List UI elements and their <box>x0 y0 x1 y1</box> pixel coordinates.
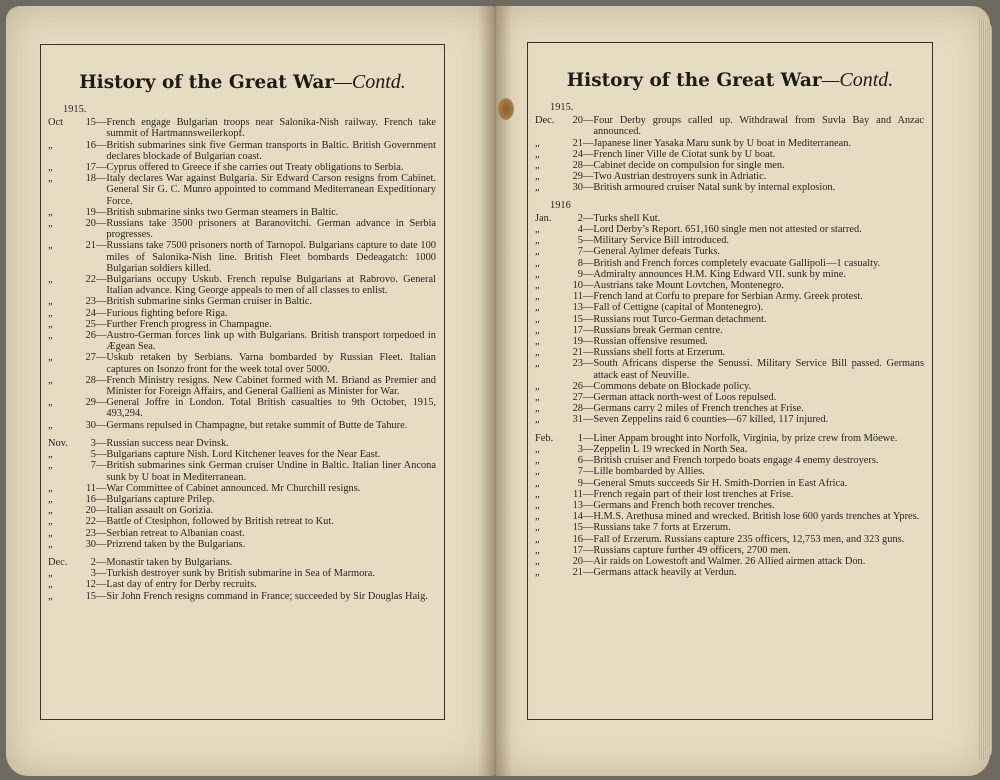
entry-day: 31 <box>572 414 583 426</box>
entry-day: 1 <box>577 432 583 444</box>
entry-month: „ <box>48 240 53 252</box>
year-heading: 1915. <box>63 104 87 115</box>
right-page-frame <box>527 42 933 720</box>
entry-month: „ <box>535 268 540 280</box>
entry-text: Germans carry 2 miles of French trenches at Frise. <box>593 403 804 415</box>
list-item: „ 28 — Cabinet decide on compulsion for single men. <box>535 160 924 171</box>
ink-stain <box>498 98 514 120</box>
entry-month: „ <box>48 482 53 494</box>
entry-month: „ <box>535 414 540 426</box>
entry-month: „ <box>48 206 53 218</box>
list-item: „ 16 — Fall of Erzerum. Russians capture 235 officers, 12,753 men, and 323 guns. <box>535 534 924 545</box>
entry-month: „ <box>48 274 53 286</box>
book-gutter <box>478 6 512 776</box>
list-item: „ 18 — Italy declares War against Bulgaria. Sir Edward Carson resigns from Cabinet. General Sir G. C. Munro appointed to command Mediterranean Expeditionary Force. <box>48 173 436 207</box>
entry-day: 23 <box>85 296 96 308</box>
list-item: „ 6 — British cruiser and French torpedo boats engage 4 enemy destroyers. <box>535 455 924 466</box>
list-item: Dec. 2 — Monastir taken by Bulgarians. <box>48 557 436 568</box>
entry-text: Uskub retaken by Serbians. Varna bombarded by Russian Fleet. Italian captures on Isonzo front for the week total over 5000. <box>106 352 436 375</box>
entry-text: French land at Corfu to prepare for Serbian Army. Greek protest. <box>593 291 863 303</box>
entry-day: 5 <box>90 449 96 461</box>
list-item: „ 30 — Prizrend taken by the Bulgarians. <box>48 539 436 550</box>
entry-month: „ <box>535 443 540 455</box>
entry-text: Germans attack heavily at Verdun. <box>593 567 737 579</box>
list-item: „ 30 — Germans repulsed in Champagne, but retake summit of Butte de Tahure. <box>48 420 436 431</box>
right-entry-list <box>528 102 932 578</box>
entry-text: Two Austrian destroyers sunk in Adriatic. <box>593 171 767 183</box>
entry-month: „ <box>48 527 53 539</box>
entry-month: „ <box>535 522 540 534</box>
entry-day: 17 <box>572 544 583 556</box>
list-item: „ 20 — Russians take 3500 prisoners at Baranovitchi. German advance in Serbia progresses. <box>48 218 436 241</box>
entry-month: „ <box>48 218 53 230</box>
entry-month: Jan. <box>535 212 552 224</box>
list-item: „ 16 — Bulgarians capture Prilep. <box>48 494 436 505</box>
entry-text: Further French progress in Champagne. <box>106 318 272 330</box>
list-item: „ 3 — Turkish destroyer sunk by British submarine in Sea of Marmora. <box>48 568 436 579</box>
entry-day: 17 <box>85 162 96 174</box>
list-item: „ 24 — French liner Ville de Ciotat sunk by U boat. <box>535 149 924 160</box>
entry-month: „ <box>48 307 53 319</box>
list-item: „ 17 — Russians capture further 49 officers, 2700 men. <box>535 545 924 556</box>
list-item: „ 9 — Admiralty announces H.M. King Edward VII. sunk by mine. <box>535 269 924 280</box>
list-item: „ 7 — General Aylmer defeats Turks. <box>535 246 924 257</box>
entry-day: 11 <box>572 488 583 500</box>
list-item: „ 29 — Two Austrian destroyers sunk in Adriatic. <box>535 171 924 182</box>
list-item: „ 15 — Sir John French resigns command in France; succeeded by Sir Douglas Haig. <box>48 591 436 602</box>
entry-month: „ <box>48 579 53 591</box>
entry-text: Japanese liner Yasaka Maru sunk by U boat in Mediterranean. <box>593 137 852 149</box>
entry-month: „ <box>535 137 540 149</box>
entry-text: British submarine sinks German cruiser in Baltic. <box>106 296 313 308</box>
list-item: „ 13 — Fall of Cettigne (capital of Montenegro). <box>535 302 924 313</box>
entry-month: „ <box>48 460 53 472</box>
entry-text: French Ministry resigns. New Cabinet formed with M. Briand as Premier and Minister for Foreign Affairs, and General Gallieni as Minister for War. <box>106 374 436 398</box>
entry-month: „ <box>48 538 53 550</box>
entry-month: „ <box>535 347 540 359</box>
entry-text: French engage Bulgarian troops near Salonika-Nish railway. French take summit of Hartmannsweilerkopf. <box>106 117 436 140</box>
entry-day: 2 <box>90 556 96 568</box>
entry-day: 20 <box>85 505 96 517</box>
entry-text: Fall of Cettigne (capital of Montenegro). <box>593 302 764 314</box>
entry-text: Russians take 7 forts at Erzerum. <box>593 522 731 534</box>
entry-day: 4 <box>577 224 583 236</box>
entry-text: Last day of entry for Derby recruits. <box>106 579 257 591</box>
entry-day: 15 <box>572 313 583 325</box>
entry-text: Russians take 3500 prisoners at Baranovitchi. German advance in Serbia progresses. <box>106 218 436 241</box>
entry-month: „ <box>48 590 53 602</box>
entry-day: 11 <box>572 291 583 303</box>
entry-text: Austro-German forces link up with Bulgarians. British transport torpedoed in Ægean Sea. <box>106 330 436 353</box>
entry-month: „ <box>535 358 540 370</box>
entry-month: „ <box>535 380 540 392</box>
left-page-frame <box>40 44 445 720</box>
entry-text: Admiralty announces H.M. King Edward VII. sunk by mine. <box>593 268 846 280</box>
entry-month: „ <box>535 324 540 336</box>
section-gap <box>535 426 924 433</box>
entry-text: Liner Appam brought into Norfolk, Virginia, by prize crew from Möewe. <box>593 432 898 444</box>
section-gap <box>48 550 436 557</box>
list-item: „ 23 — British submarine sinks German cruiser in Baltic. <box>48 296 436 307</box>
entry-month: „ <box>535 313 540 325</box>
entry-text: Russians take 7500 prisoners north of Tarnopol. Bulgarians capture to date 100 miles of Salonika-Nish line. British Fleet bombards Dedeagatch: 1000 Bulgarian soldiers killed. <box>106 240 436 274</box>
entry-day: 28 <box>572 403 583 415</box>
entry-text: Austrians take Mount Lovtchen, Montenegro. <box>593 280 784 292</box>
entry-day: 16 <box>572 533 583 545</box>
page-edges <box>978 20 992 760</box>
entry-month: Feb. <box>535 432 554 444</box>
list-item: „ 11 — French land at Corfu to prepare for Serbian Army. Greek protest. <box>535 291 924 302</box>
entry-day: 19 <box>572 336 583 348</box>
entry-text: General Smuts succeeds Sir H. Smith-Dorrien in East Africa. <box>593 477 848 489</box>
entry-month: „ <box>535 403 540 415</box>
entry-day: 21 <box>85 240 96 252</box>
entry-day: 3 <box>90 568 96 580</box>
entry-month: „ <box>535 171 540 183</box>
entry-text: Russian offensive resumed. <box>593 336 708 348</box>
list-item: „ 26 — Austro-German forces link up with Bulgarians. British transport torpedoed in Ægean Sea. <box>48 330 436 353</box>
list-item: Nov. 3 — Russian success near Dvinsk. <box>48 438 436 449</box>
list-item: „ 21 — Germans attack heavily at Verdun. <box>535 567 924 578</box>
entry-text: Fall of Erzerum. Russians capture 235 officers, 12,753 men, and 323 guns. <box>593 533 905 545</box>
entry-month: „ <box>48 568 53 580</box>
entry-month: „ <box>48 493 53 505</box>
list-item: „ 27 — Uskub retaken by Serbians. Varna bombarded by Russian Fleet. Italian captures on Isonzo front for the week total over 5000. <box>48 352 436 375</box>
entry-day: 8 <box>577 257 583 269</box>
entry-day: 7 <box>577 246 583 258</box>
entry-day: 11 <box>85 482 96 494</box>
entry-text: Germans and French both recover trenches. <box>593 499 775 511</box>
entry-text: British submarines sink German cruiser Undine in Baltic. Italian liner Ancona sunk by U boat in Mediterranean. <box>106 460 436 483</box>
list-item: „ 28 — French Ministry resigns. New Cabinet formed with M. Briand as Premier and Minister for Foreign Affairs, and General Gallieni as Minister for War. <box>48 374 436 398</box>
section-gap <box>48 431 436 438</box>
entry-text: Cyprus offered to Greece if she carries out Treaty obligations to Serbia. <box>106 162 404 174</box>
entry-text: Italy declares War against Bulgaria. Sir Edward Carson resigns from Cabinet. General Sir G. C. Munro appointed to command Mediterranean Expeditionary Force. <box>106 173 436 207</box>
entry-day: 2 <box>577 212 583 224</box>
entry-text: Military Service Bill introduced. <box>593 235 730 247</box>
entry-text: British armoured cruiser Natal sunk by internal explosion. <box>593 182 836 194</box>
entry-text: Air raids on Lowestoft and Walmer. 26 Allied airmen attack Don. <box>593 555 866 567</box>
list-item: Jan. 2 — Turks shell Kut. <box>535 213 924 224</box>
entry-day: 9 <box>577 477 583 489</box>
entry-day: 26 <box>85 330 96 342</box>
entry-day: 17 <box>572 324 583 336</box>
list-item: „ 19 — Russian offensive resumed. <box>535 336 924 347</box>
entry-text: Serbian retreat to Albanian coast. <box>106 527 245 539</box>
entry-text: Bulgarians occupy Uskub. French repulse Bulgarians at Rabrovo. General Italian advance. King George appeals to men of all classes to enlist. <box>106 274 436 297</box>
entry-text: H.M.S. Arethusa mined and wrecked. British lose 600 yards trenches at Ypres. <box>593 511 920 523</box>
entry-day: 20 <box>572 555 583 567</box>
list-item: Dec. 20 — Four Derby groups called up. Withdrawal from Suvla Bay and Anzac announced. <box>535 115 924 138</box>
list-item: „ 7 — British submarines sink German cruiser Undine in Baltic. Italian liner Ancona sunk by U boat in Mediterranean. <box>48 460 436 483</box>
entry-month: „ <box>535 291 540 303</box>
entry-day: 24 <box>572 148 583 160</box>
entry-month: „ <box>48 419 53 431</box>
entry-month: „ <box>535 466 540 478</box>
list-item: „ 19 — British submarine sinks two German steamers in Baltic. <box>48 207 436 218</box>
list-item: „ 24 — Furious fighting before Riga. <box>48 308 436 319</box>
entry-day: 15 <box>85 117 96 129</box>
list-item: „ 31 — Seven Zeppelins raid 6 counties—67 killed, 117 injured. <box>535 414 924 425</box>
list-item: „ 21 — Russians shell forts at Erzerum. <box>535 347 924 358</box>
entry-day: 27 <box>572 392 583 404</box>
entry-text: French regain part of their lost trenches at Frise. <box>593 488 794 500</box>
entry-day: 6 <box>577 455 583 467</box>
entry-day: 3 <box>577 443 583 455</box>
entry-day: 30 <box>572 182 583 194</box>
entry-day: 24 <box>85 307 96 319</box>
entry-text: German attack north-west of Loos repulsed. <box>593 392 777 404</box>
list-item: „ 28 — Germans carry 2 miles of French trenches at Frise. <box>535 403 924 414</box>
entry-month: „ <box>48 516 53 528</box>
entry-month: „ <box>535 555 540 567</box>
list-item: „ 21 — Japanese liner Yasaka Maru sunk by U boat in Mediterranean. <box>535 138 924 149</box>
entry-text: Russians break German centre. <box>593 324 723 336</box>
title-text: History of the Great War <box>566 70 822 91</box>
entry-month: „ <box>535 302 540 314</box>
list-item: „ 7 — Lille bombarded by Allies. <box>535 466 924 477</box>
list-item: „ 20 — Air raids on Lowestoft and Walmer. 26 Allied airmen attack Don. <box>535 556 924 567</box>
list-item: „ 14 — H.M.S. Arethusa mined and wrecked. British lose 600 yards trenches at Ypres. <box>535 511 924 522</box>
entry-day: 20 <box>85 218 96 230</box>
entry-day: 22 <box>85 274 96 286</box>
list-item: „ 25 — Further French progress in Champagne. <box>48 319 436 330</box>
entry-text: Furious fighting before Riga. <box>106 307 228 319</box>
entry-text: Battle of Ctesiphon, followed by British retreat to Kut. <box>106 516 334 528</box>
list-item: „ 4 — Lord Derby’s Report. 651,160 single men not attested or starred. <box>535 224 924 235</box>
list-item: „ 11 — War Committee of Cabinet announced. Mr Churchill resigns. <box>48 483 436 494</box>
entry-day: 27 <box>85 352 96 364</box>
entry-day: 30 <box>85 419 96 431</box>
list-item: „ 20 — Italian assault on Gorizia. <box>48 505 436 516</box>
list-item: „ 21 — Russians take 7500 prisoners north of Tarnopol. Bulgarians capture to date 100 miles of Salonika-Nish line. British Fleet bombards Dedeagatch: 1000 Bulgarian soldiers killed. <box>48 240 436 274</box>
list-item: Oct 15 — French engage Bulgarian troops near Salonika-Nish railway. French take summit of Hartmannsweilerkopf. <box>48 117 436 140</box>
entry-month: „ <box>535 148 540 160</box>
entry-month: „ <box>535 182 540 194</box>
entry-day: 13 <box>572 302 583 314</box>
entry-month: „ <box>48 505 53 517</box>
entry-month: „ <box>535 235 540 247</box>
entry-day: 21 <box>572 137 583 149</box>
entry-month: „ <box>535 246 540 258</box>
entry-text: Bulgarians capture Nish. Lord Kitchener leaves for the Near East. <box>106 449 381 461</box>
entry-month: „ <box>48 449 53 461</box>
entry-month: „ <box>535 224 540 236</box>
entry-day: 12 <box>85 579 96 591</box>
list-item: „ 10 — Austrians take Mount Lovtchen, Montenegro. <box>535 280 924 291</box>
entry-day: 21 <box>572 347 583 359</box>
entry-month: Oct <box>48 117 64 129</box>
entry-month: „ <box>48 318 53 330</box>
entry-text: French liner Ville de Ciotat sunk by U boat. <box>593 148 776 160</box>
entry-day: 23 <box>572 358 583 370</box>
entry-text: Russians rout Turco-German detachment. <box>593 313 767 325</box>
entry-day: 28 <box>572 160 583 172</box>
entry-day: 14 <box>572 511 583 523</box>
entry-day: 7 <box>90 460 96 472</box>
entry-text: Monastir taken by Bulgarians. <box>106 556 233 568</box>
list-item: „ 22 — Bulgarians occupy Uskub. French repulse Bulgarians at Rabrovo. General Italian advance. King George appeals to men of all classes to enlist. <box>48 274 436 297</box>
entry-text: Sir John French resigns command in France; succeeded by Sir Douglas Haig. <box>106 590 428 602</box>
entry-day: 5 <box>577 235 583 247</box>
entry-month: „ <box>535 567 540 579</box>
entry-text: British cruiser and French torpedo boats engage 4 enemy destroyers. <box>593 455 879 467</box>
entries-1916 <box>535 213 924 579</box>
entry-day: 22 <box>85 516 96 528</box>
entry-day: 9 <box>577 268 583 280</box>
entry-month: „ <box>48 296 53 308</box>
entry-month: „ <box>535 160 540 172</box>
entry-text: Russian success near Dvinsk. <box>106 437 229 449</box>
title-text: History of the Great War <box>79 72 335 93</box>
entries-1915 <box>535 115 924 193</box>
entry-month: „ <box>535 511 540 523</box>
entry-text: Lord Derby’s Report. 651,160 single men not attested or starred. <box>593 224 862 236</box>
list-item: „ 12 — Last day of entry for Derby recruits. <box>48 579 436 590</box>
entry-text: Zeppelin L 19 wrecked in North Sea. <box>593 443 748 455</box>
entry-text: Cabinet decide on compulsion for single men. <box>593 160 785 172</box>
entry-text: General Joffre in London. Total British casualties to 9th October, 1915, 493,294. <box>106 397 436 420</box>
entry-month: „ <box>535 392 540 404</box>
entry-text: Commons debate on Blockade policy. <box>593 380 752 392</box>
entry-day: 16 <box>85 139 96 151</box>
entry-day: 19 <box>85 206 96 218</box>
entry-day: 7 <box>577 466 583 478</box>
entry-day: 10 <box>572 280 583 292</box>
right-page-title <box>528 69 932 92</box>
entry-month: „ <box>535 257 540 269</box>
list-item: „ 13 — Germans and French both recover trenches. <box>535 500 924 511</box>
list-item: „ 27 — German attack north-west of Loos repulsed. <box>535 392 924 403</box>
list-item: „ 5 — Military Service Bill introduced. <box>535 235 924 246</box>
entry-text: Prizrend taken by the Bulgarians. <box>106 538 246 550</box>
entry-day: 16 <box>85 493 96 505</box>
entry-day: 13 <box>572 499 583 511</box>
entry-text: Lille bombarded by Allies. <box>593 466 705 478</box>
entry-text: South Africans disperse the Senussi. Military Service Bill passed. Germans attack east of Neuville. <box>593 358 924 381</box>
list-item: „ 8 — British and French forces completely evacuate Gallipoli—1 casualty. <box>535 258 924 269</box>
list-item: „ 3 — Zeppelin L 19 wrecked in North Sea. <box>535 444 924 455</box>
title-contd: —Contd. <box>334 71 406 93</box>
entry-day: 18 <box>85 173 96 185</box>
entry-month: „ <box>48 162 53 174</box>
list-item: „ 15 — Russians take 7 forts at Erzerum. <box>535 522 924 533</box>
entry-text: General Aylmer defeats Turks. <box>593 246 720 258</box>
entry-month: „ <box>48 352 53 364</box>
list-item: „ 30 — British armoured cruiser Natal sunk by internal explosion. <box>535 182 924 193</box>
year-heading-1916: 1916 <box>550 199 571 211</box>
entry-month: „ <box>535 499 540 511</box>
list-item: „ 17 — Russians break German centre. <box>535 325 924 336</box>
entry-month: „ <box>48 173 53 185</box>
entry-text: Italian assault on Gorizia. <box>106 505 214 517</box>
entry-day: 28 <box>85 374 96 386</box>
entry-month: „ <box>535 544 540 556</box>
entry-month: „ <box>535 533 540 545</box>
entry-text: Seven Zeppelins raid 6 counties—67 killed, 117 injured. <box>593 414 829 426</box>
entry-month: „ <box>535 336 540 348</box>
entry-month: „ <box>535 280 540 292</box>
entry-text: Four Derby groups called up. Withdrawal from Suvla Bay and Anzac announced. <box>593 115 924 138</box>
list-item: „ 23 — South Africans disperse the Senussi. Military Service Bill passed. Germans attack east of Neuville. <box>535 358 924 381</box>
list-item: „ 5 — Bulgarians capture Nish. Lord Kitchener leaves for the Near East. <box>48 449 436 460</box>
list-item: „ 29 — General Joffre in London. Total British casualties to 9th October, 1915, 493,294. <box>48 397 436 420</box>
entry-month: Dec. <box>535 115 555 127</box>
list-item: „ 16 — British submarines sink five German transports in Baltic. British Government declares blockade of Bulgarian coast. <box>48 139 436 162</box>
entry-text: British submarines sink five German transports in Baltic. British Government declares blockade of Bulgarian coast. <box>106 139 436 162</box>
entry-day: 29 <box>85 397 96 409</box>
entry-month: Dec. <box>48 556 68 568</box>
list-item: „ 9 — General Smuts succeeds Sir H. Smith-Dorrien in East Africa. <box>535 478 924 489</box>
entry-day: 29 <box>572 171 583 183</box>
list-item: „ 22 — Battle of Ctesiphon, followed by British retreat to Kut. <box>48 516 436 527</box>
list-item: „ 17 — Cyprus offered to Greece if she carries out Treaty obligations to Serbia. <box>48 162 436 173</box>
left-entry-list <box>41 104 444 602</box>
entry-month: „ <box>535 455 540 467</box>
list-item: „ 26 — Commons debate on Blockade policy. <box>535 381 924 392</box>
entry-month: „ <box>535 488 540 500</box>
list-item: „ 11 — French regain part of their lost trenches at Frise. <box>535 489 924 500</box>
entry-month: „ <box>48 139 53 151</box>
entry-text: Russians shell forts at Erzerum. <box>593 347 726 359</box>
year-heading: 1915. <box>550 102 574 113</box>
entry-day: 15 <box>85 590 96 602</box>
entry-text: Russians capture further 49 officers, 2700 men. <box>593 544 791 556</box>
left-page-title <box>41 71 444 94</box>
list-item: Feb. 1 — Liner Appam brought into Norfolk, Virginia, by prize crew from Möewe. <box>535 433 924 444</box>
entry-month: „ <box>48 397 53 409</box>
entry-text: Bulgarians capture Prilep. <box>106 493 215 505</box>
list-item: „ 23 — Serbian retreat to Albanian coast. <box>48 528 436 539</box>
entry-month: Nov. <box>48 437 68 449</box>
entry-month: „ <box>48 374 53 386</box>
entry-day: 26 <box>572 380 583 392</box>
entry-text: Germans repulsed in Champagne, but retake summit of Butte de Tahure. <box>106 419 408 431</box>
entry-day: 3 <box>90 437 96 449</box>
entry-day: 15 <box>572 522 583 534</box>
list-item: „ 15 — Russians rout Turco-German detachment. <box>535 314 924 325</box>
entry-day: 30 <box>85 538 96 550</box>
entry-text: British and French forces completely evacuate Gallipoli—1 casualty. <box>593 257 881 269</box>
title-contd: —Contd. <box>821 69 894 91</box>
entry-text: War Committee of Cabinet announced. Mr Churchill resigns. <box>106 482 361 494</box>
entry-text: Turkish destroyer sunk by British submarine in Sea of Marmora. <box>106 568 375 580</box>
entry-month: „ <box>48 330 53 342</box>
entry-day: 25 <box>85 318 96 330</box>
entry-text: Turks shell Kut. <box>593 212 661 224</box>
entry-text: British submarine sinks two German steamers in Baltic. <box>106 206 339 218</box>
entry-month: „ <box>535 477 540 489</box>
entry-day: 21 <box>572 567 583 579</box>
entry-day: 23 <box>85 527 96 539</box>
entry-day: 20 <box>572 115 583 127</box>
